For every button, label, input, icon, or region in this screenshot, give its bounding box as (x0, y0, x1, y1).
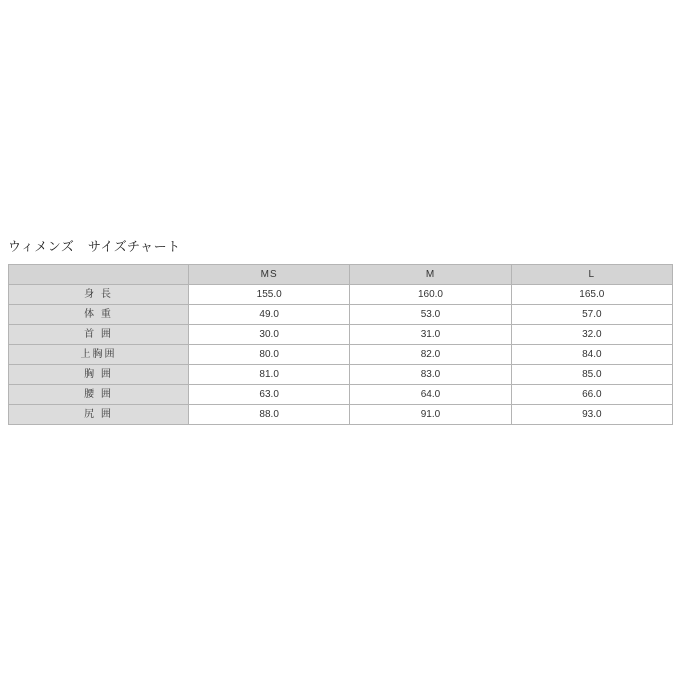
cell-upper-chest-ms: 80.0 (189, 345, 350, 365)
cell-hip-m: 91.0 (350, 405, 511, 425)
table-row (9, 305, 673, 325)
table-header-row (9, 265, 673, 285)
cell-upper-chest-m: 82.0 (350, 345, 511, 365)
cell-height-m: 160.0 (350, 285, 511, 305)
cell-weight-m: 53.0 (350, 305, 511, 325)
cell-waist-l: 66.0 (511, 385, 672, 405)
cell-neck-l: 32.0 (511, 325, 672, 345)
size-chart-block (8, 238, 672, 425)
row-label-neck: 首 囲 (9, 325, 189, 345)
table-row (9, 405, 673, 425)
row-label-weight: 体 重 (9, 305, 189, 325)
row-label-chest: 胸 囲 (9, 365, 189, 385)
column-header-l: L (511, 265, 672, 285)
size-chart-table (8, 264, 673, 425)
table-row (9, 365, 673, 385)
cell-height-ms: 155.0 (189, 285, 350, 305)
table-corner-cell (9, 265, 189, 285)
cell-chest-l: 85.0 (511, 365, 672, 385)
row-label-waist: 腰 囲 (9, 385, 189, 405)
row-label-upper-chest: 上胸囲 (9, 345, 189, 365)
table-body (9, 285, 673, 425)
cell-hip-l: 93.0 (511, 405, 672, 425)
cell-height-l: 165.0 (511, 285, 672, 305)
table-row (9, 325, 673, 345)
cell-hip-ms: 88.0 (189, 405, 350, 425)
table-row (9, 285, 673, 305)
row-label-height: 身 長 (9, 285, 189, 305)
page-title: ウィメンズ サイズチャート (8, 239, 181, 254)
cell-upper-chest-l: 84.0 (511, 345, 672, 365)
table-row (9, 345, 673, 365)
cell-weight-l: 57.0 (511, 305, 672, 325)
column-header-ms: MS (189, 265, 350, 285)
table-header (9, 265, 673, 285)
cell-waist-m: 64.0 (350, 385, 511, 405)
cell-neck-ms: 30.0 (189, 325, 350, 345)
table-row (9, 385, 673, 405)
cell-waist-ms: 63.0 (189, 385, 350, 405)
cell-chest-ms: 81.0 (189, 365, 350, 385)
column-header-m: M (350, 265, 511, 285)
cell-neck-m: 31.0 (350, 325, 511, 345)
cell-weight-ms: 49.0 (189, 305, 350, 325)
cell-chest-m: 83.0 (350, 365, 511, 385)
row-label-hip: 尻 囲 (9, 405, 189, 425)
